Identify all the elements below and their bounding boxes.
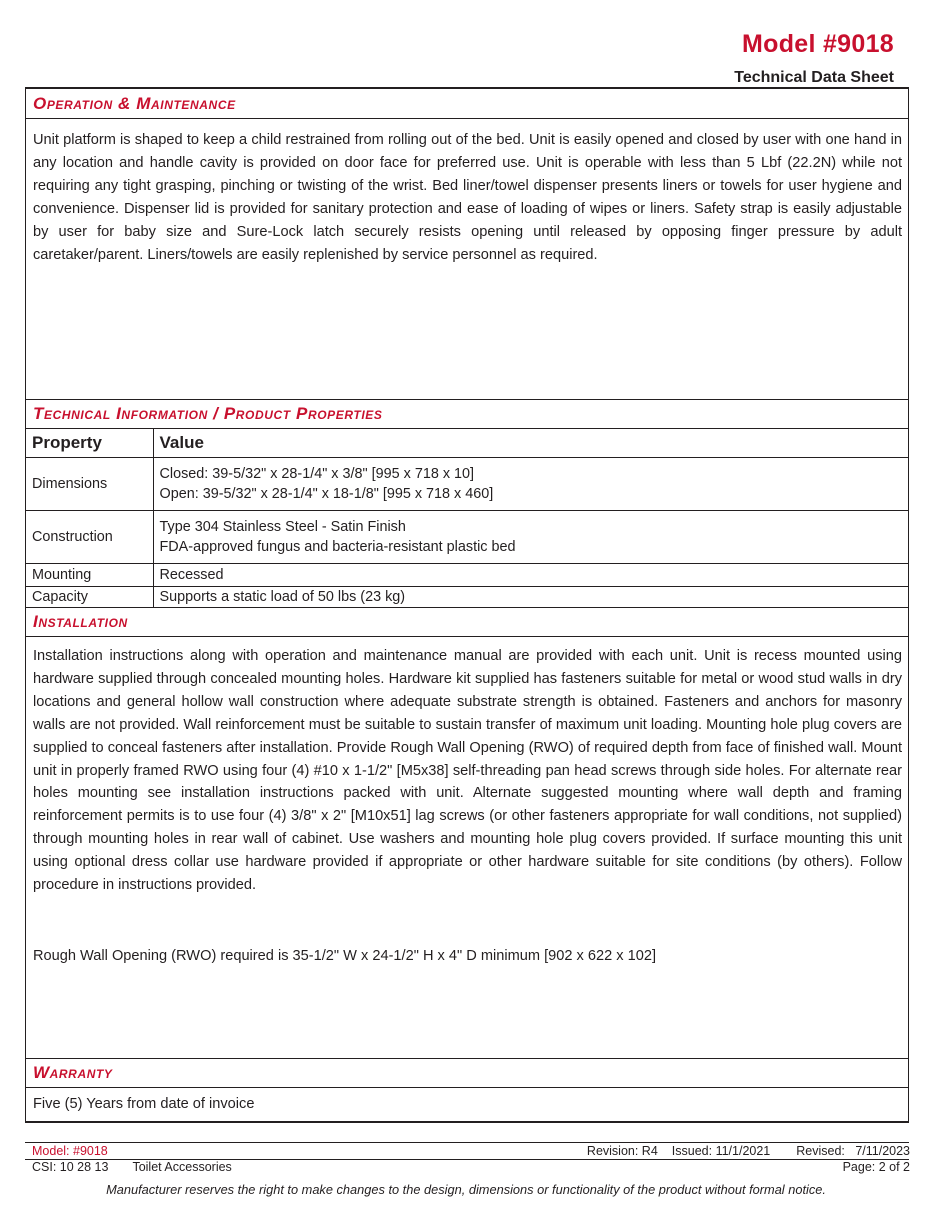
table-row (26, 563, 908, 586)
value-line: FDA-approved fungus and bacteria-resistant plastic bed (159, 538, 516, 555)
footer-category: Toilet Accessories (132, 1160, 232, 1174)
footer-row-2 (32, 1160, 910, 1174)
value-cell (153, 510, 908, 563)
footer-revision-group (587, 1144, 910, 1158)
footer-issued: Issued: 11/1/2021 (671, 1144, 771, 1158)
property-cell: Capacity (26, 586, 153, 608)
operation-section-title: Operation & Maintenance (33, 93, 236, 113)
operation-text: Unit platform is shaped to keep a child restrained from rolling out of the bed. Unit is easily opened and closed by user with one hand in any location and handle cavity is provided on door face for preferred use. Unit is operable with less than 5 Lbf (22.2N) while not requiring any tight grasping, pinching or twisting of the wrist. Bed liner/towel dispenser presents liners or towels for user hygiene and convenience. Dispenser lid is provided for sanitary protection and ease of loading of wipes or liners. Safety strap is easily adjustable by user for baby size and Sure-Lock latch securely resists opening until released by opposing finger pressure by adult caretaker/parent. Liners/towels are easily replenished by service personnel as required. (33, 132, 902, 263)
footer-row-1 (32, 1144, 910, 1158)
footer-disclaimer: Manufacturer reserves the right to make changes to the design, dimensions or functionality of the product without formal notice. (106, 1182, 826, 1197)
table-row (26, 457, 908, 510)
footer-rule-top (25, 1142, 909, 1143)
table-row (26, 586, 908, 608)
warranty-text: Five (5) Years from date of invoice (33, 1096, 255, 1112)
model-number-title: Model #9018 (742, 30, 894, 58)
footer-revised: Revised: 7/11/2023 (796, 1144, 910, 1158)
footer-model: Model: #9018 (32, 1144, 108, 1158)
value-cell (153, 457, 908, 510)
technical-section-title: Technical Information / Product Properties (33, 404, 383, 423)
property-cell: Construction (26, 510, 153, 563)
warranty-section-title: Warranty (33, 1063, 113, 1082)
rough-wall-opening-text: Rough Wall Opening (RWO) required is 35-1/2" W x 24-1/2" H x 4" D minimum [902 x 622 x 102] (33, 948, 657, 964)
footer-csi: CSI: 10 28 13 (32, 1160, 109, 1174)
table-header-row (26, 429, 908, 457)
installation-text: Installation instructions along with operation and maintenance manual are provided with each unit. Unit is recess mounted using hardware supplied through concealed mounting holes. Hardware kit supplied has fasteners suitable for metal or wood stud walls in dry locations and general hollow wall construction where adequate substrate strength is obtained. Fasteners and anchors for masonry walls are not provided. Wall reinforcement must be suitable to sustain transfer of maximum unit loading. Mounting hole plug covers are supplied to conceal fasteners after installation. Provide Rough Wall Opening (RWO) of required depth from face of finished wall. Mount unit in properly framed RWO using four (4) #10 x 1-1/2" [M5x38] self-threading pan head screws through side holes. For alternate rear holes mounting see installation instructions packed with unit. Alternate suggested mounting where wall depth and framing reinforcement permits is to use four (4) 3/8" x 2" [M10x51] lag screws (or other fasteners appropriate for wall conditions, not supplied) through mounting holes in rear wall of cabinet. Use washers and mounting hole plug covers provided. If surface mounting this unit using optional dress collar use hardware provided if appropriate or other hardware suitable for site conditions (by others). Follow procedure in instructions provided. (33, 648, 902, 894)
table-row (26, 510, 908, 563)
property-cell: Dimensions (26, 457, 153, 510)
footer-revision: Revision: R4 (586, 1144, 658, 1158)
property-cell: Mounting (26, 563, 153, 586)
warranty-section-header (26, 1058, 908, 1088)
value-line: Open: 39-5/32" x 28-1/4" x 18-1/8" [995 x 718 x 460] (159, 485, 494, 502)
technical-section-header (26, 399, 908, 429)
operation-section-header (26, 89, 908, 119)
installation-section-header (26, 607, 908, 637)
properties-table (26, 429, 908, 608)
content-frame (25, 87, 909, 1123)
value-line: Type 304 Stainless Steel - Satin Finish (159, 518, 406, 535)
value-line: Closed: 39-5/32" x 28-1/4" x 3/8" [995 x 718 x 10] (159, 465, 475, 482)
installation-section-title: Installation (33, 612, 128, 631)
value-column-header: Value (153, 429, 908, 457)
property-column-header: Property (26, 429, 153, 457)
value-cell: Recessed (153, 563, 908, 586)
value-cell: Supports a static load of 50 lbs (23 kg) (159, 589, 406, 606)
document-subtitle: Technical Data Sheet (734, 69, 894, 86)
footer-page-number: Page: 2 of 2 (842, 1160, 910, 1174)
